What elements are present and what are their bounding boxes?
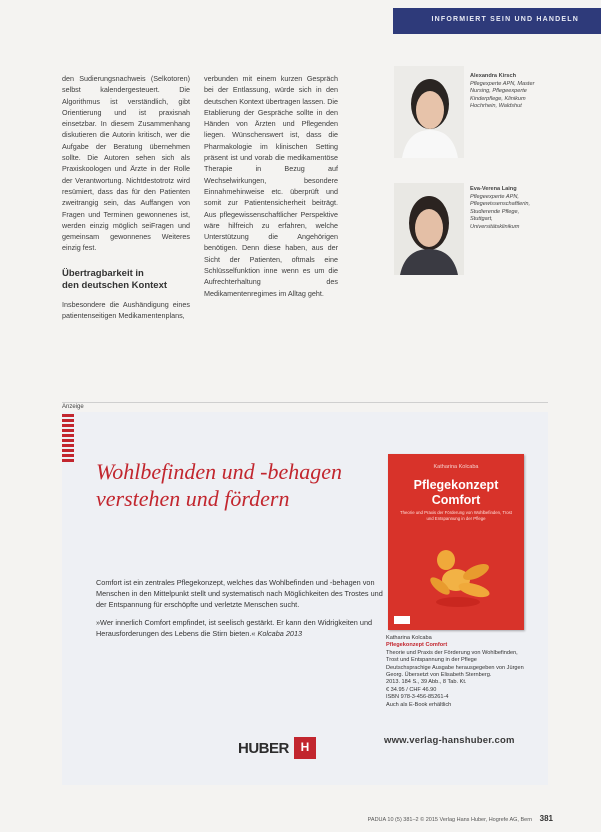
- article-paragraph: verbunden mit einem kurzen Gespräch bei der Entlassung, würde sich in den deutschen Kontext übertragen lassen. Die Etablierung der Gespräche sollte in den Händen von Ärzten und Pflegenden liegen. Wünschenswert ist, dass die Pharmakologie im klinischen Setting präsent ist und vorab die medikamentöse Therapie in Bezug auf Wechselwirkungen, besondere Einnahmehinweise etc. überprüft und somit zur Patientensicherheit beiträgt. Aus pflegewissenschaftlicher Perspektive wäre hilfreich zu erfahren, welche Unterstützung die Angehörigen benötigen. Denn diese haben, aus der Sicht der Patienten, oftmals eine Schlüsselfunktion inne wenn es um die Aufrechterhaltung des Medikamentenregimes im Alltag geht.: [204, 74, 338, 298]
- section-heading-line-1: Übertragbarkeit in: [62, 267, 144, 279]
- book-info-author: Katharina Kolcaba: [386, 635, 432, 641]
- publisher-mark-letter: H: [300, 740, 310, 754]
- book-cover-title: [394, 478, 518, 508]
- section-label: INFORMIERT SEIN UND HANDELN: [431, 16, 579, 23]
- article-column-middle: [204, 73, 338, 299]
- article-paragraph: den Sudierungsnachweis (Selkotoren) selbst kalendergesteuert. Die Algorithmus ist verständlich, gibt Orientierung und ist praxisnah einsetzbar. In diesem Zusammenhang diskutieren die Autorin kritisch, wer die Aufgabe der Beratung übernehmen sollte. Die Autoren sehen sich als Praxiskoologen und Ärzte in der Rolle der Verantwortung. Nichtdestotrotz wird resümiert, dass das für den Patienten zweitrangig sein, das Auffangen von Fragen und Terminen gewonnenes ist, werden einzig möglich seiFragen und gemeinsam gewonnenes Weiteres einzig fest.: [62, 74, 190, 253]
- author-description: Pflegeexperte APN, Pflegewissenschaftlerin, Studierende Pflege, Stuttgart, Universitätsklinikum: [470, 193, 531, 230]
- section-heading-line-2: den deutschen Kontext: [62, 280, 168, 292]
- divider: [62, 402, 548, 403]
- ad-quote-text: »Wer innerlich Comfort empfindet, ist seelisch gestärkt. Er kann den Widrigkeiten und Herausforderungen des Lebens die Stirn bieten.«: [96, 618, 373, 639]
- ad-body: [96, 578, 384, 648]
- ad-headline-line-2: verstehen und fördern: [96, 486, 290, 511]
- article-paragraph: Insbesondere die Aushändigung eines patientenseitigen Medikamentenplans,: [62, 299, 190, 321]
- book-cover-title-line-1: Pflegekonzept: [413, 478, 499, 492]
- publisher-name: HUBER: [238, 740, 289, 757]
- publisher-website-link[interactable]: www.verlag-hanshuber.com: [384, 735, 515, 746]
- ad-body-paragraph: Comfort ist ein zentrales Pflegekonzept, welches das Wohlbefinden und -behagen von Menschen in den Mittelpunkt stellt und systematisch nach Möglichkeiten des Trostes und der Entspannung für erschöpfte und verletzte Menschen sucht.: [96, 578, 383, 609]
- section-heading: [62, 268, 190, 293]
- book-cover-title-line-2: Comfort: [431, 493, 481, 507]
- author-name: Alexandra Kirsch: [470, 73, 517, 79]
- book-info-line: Auch als E-Book erhältlich: [386, 701, 452, 708]
- book-info-line: Deutschsprachige Ausgabe herausgegeben von Jürgen Georg. Übersetzt von Elisabeth Sternberg.: [386, 664, 524, 679]
- publisher-logo-small: [394, 616, 410, 624]
- article-column-left: [62, 73, 190, 321]
- ad-label: Anzeige: [62, 404, 84, 410]
- author-bio: [470, 73, 538, 111]
- footer-citation: PADUA 10 (5) 381–2 © 2015 Verlag Hans Huber, Hogrefe AG, Bern: [367, 817, 533, 823]
- ad-quote: [96, 618, 384, 640]
- book-info-line: 2013. 184 S., 39 Abb., 8 Tab. Kt.: [386, 679, 467, 686]
- ad-quote-source: Kolcaba 2013: [257, 629, 303, 639]
- wooden-figure-illustration: [418, 546, 498, 617]
- book-info-line: € 34.95 / CHF 46.90: [386, 686, 437, 693]
- book-info-title: Pflegekonzept Comfort: [386, 642, 448, 649]
- book-cover[interactable]: [388, 454, 524, 630]
- book-cover-subtitle: Theorie und Praxis der Förderung von Wohlbefinden, Trost und Entspannung in der Pflege: [400, 510, 512, 521]
- book-info-line: Theorie und Praxis der Förderung von Wohlbefinden, Trost und Entspannung in der Pflege: [386, 649, 518, 664]
- page-footer: [368, 814, 553, 823]
- author-photo: [394, 66, 464, 158]
- author-name: Eva-Verena Laing: [470, 186, 517, 192]
- author-photo: [394, 183, 464, 275]
- page-number: 381: [539, 814, 553, 823]
- publisher-mark-icon: [294, 737, 316, 759]
- book-details: [386, 635, 526, 709]
- book-info-line: ISBN 978-3-456-85261-4: [386, 694, 449, 701]
- ad-headline-line-1: Wohlbefinden und -behagen: [96, 459, 343, 484]
- author-bio: [470, 186, 538, 231]
- ad-headline: [96, 458, 376, 512]
- author-description: Pflegexperte APN, Master Nursing, Pflegeexperte Kinderpflege, Klinikum Hochrhein, Waldshut: [470, 80, 535, 109]
- ad-decorative-stripes: [62, 414, 74, 464]
- book-cover-author: Katharina Kolcaba: [433, 464, 479, 470]
- section-header-band: [393, 8, 601, 34]
